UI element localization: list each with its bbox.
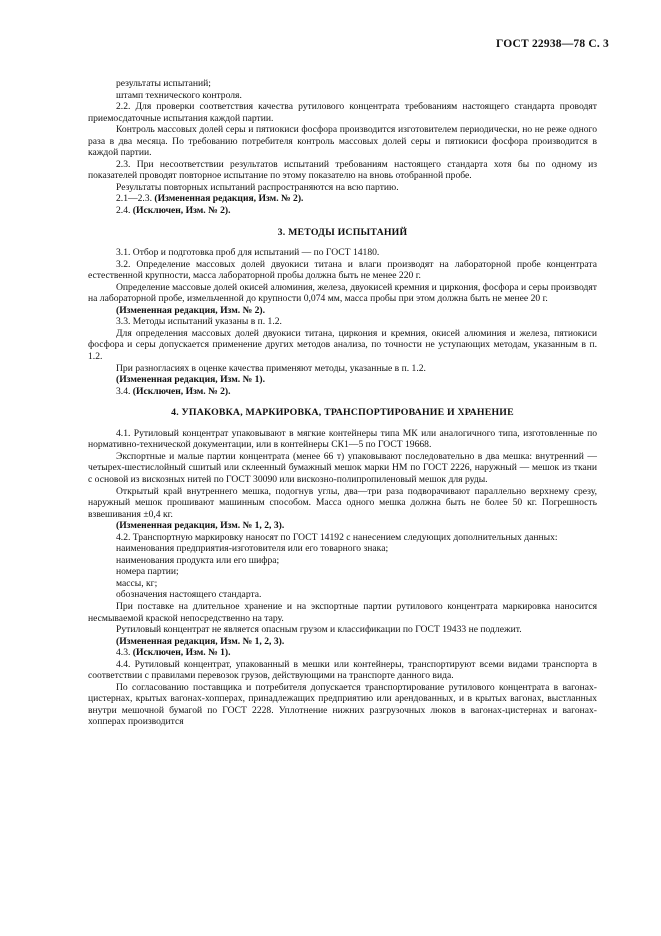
revision-note xyxy=(88,386,597,398)
paragraph: Рутиловый концентрат не является опасным грузом и классификации по ГОСТ 19433 не подлежит. xyxy=(116,624,522,636)
revision-text: (Исключен, Изм. № 2). xyxy=(132,205,231,217)
paragraph: Экспортные и малые партии концентрата (менее 66 т) упаковывают последовательно в два мешка: внутренний — четырех-шестислойный сшитый или склеенный бумажный мешок марки НМ по ГОСТ 2226, наружный — мешок из ткани с основой из вискозных нитей по ГОСТ 30090 или вискозно-полипропиленовый мешок для руды. xyxy=(88,450,597,485)
paragraph: Для определения массовых долей двуокиси титана, циркония и кремния, окисей алюминия и железа, пятиокиси фосфора и серы допускается применение других методов анализа, по точности не уступающих методам, указанным в п. 1.2. xyxy=(88,327,597,363)
paragraph-3-2: 3.2. Определение массовых долей двуокиси титана и влаги производят на лабораторной пробе концентрата естественной крупности, масса лабораторной пробы должна быть не менее 220 г. xyxy=(88,258,597,282)
revision-number: 3.4. xyxy=(116,385,131,397)
list-item: массы, кг; xyxy=(116,577,158,589)
text-line: результаты испытаний; xyxy=(116,78,211,89)
paragraph: По согласованию поставщика и потребителя допускается транспортирование рутилового концентрата в вагонах-цистернах, крытых вагонах-хопперах, принадлежащих предприятию или арендованных, и в крытых вагонах, выстланных внутри мешочной бумагой по ГОСТ 2228. Уплотнение нижних разгрузочных люков в вагонах-цистернах и вагонах-хопперах производится xyxy=(88,681,597,728)
revision-note xyxy=(88,205,597,217)
revision-number: 2.4. xyxy=(116,205,131,217)
paragraph-3-3: 3.3. Методы испытаний указаны в п. 1.2. xyxy=(116,316,282,328)
revision-text: (Измененная редакция, Изм. № 2). xyxy=(154,193,304,205)
paragraph-4-4: 4.4. Рутиловый концентрат, упакованный в мешки или контейнеры, транспортируют всеми видами транспорта в соответствии с правилами перевозок грузов, действующими на транспорте данного вида. xyxy=(88,658,597,682)
revision-text: (Исключен, Изм. № 1). xyxy=(132,647,231,659)
list-item: обозначения настоящего стандарта. xyxy=(116,589,262,601)
paragraph-2-3: 2.3. При несоответствии результатов испытаний требованиям настоящего стандарта хотя бы по одному из показателей проводят повторное испытание по этому показателю на вновь отобранной пробе. xyxy=(88,158,597,182)
paragraph: Открытый край внутреннего мешка, подогнув углы, два—три раза подворачивают параллельно верхнему срезу, наружный мешок прошивают машинным способом. Масса одного мешка должна быть не более 50 кг. Погрешность взвешивания ±0,4 кг. xyxy=(88,485,597,520)
list-item: номера партии; xyxy=(116,566,179,578)
paragraph: При поставке на длительное хранение и на экспортные партии рутилового концентрата маркировка наносится несмываемой краской непосредственно на тару. xyxy=(88,600,597,624)
section-heading-4: 4. УПАКОВКА, МАРКИРОВКА, ТРАНСПОРТИРОВАНИЕ И ХРАНЕНИЕ xyxy=(171,407,514,419)
revision-note xyxy=(88,647,597,659)
paragraph: Контроль массовых долей серы и пятиокиси фосфора производится изготовителем периодически, но не реже одного раза в два месяца. По требованию потребителя контроль массовых долей серы и пятиокиси фосфора производится в каждой партии. xyxy=(88,124,597,159)
paragraph: Определение массовые долей окисей алюминия, железа, двуокисей кремния и циркония, фосфора и серы производят на лабораторной пробе, измельченной до крупности 0,074 мм, масса пробы при этом должна быть не менее 20 г. xyxy=(88,281,597,305)
revision-note xyxy=(88,193,597,205)
paragraph-2-2: 2.2. Для проверки соответствия качества рутилового концентрата требованиям настоящего стандарта проводят приемосдаточные испытания каждой партии. xyxy=(88,101,597,124)
revision-note: (Измененная редакция, Изм. № 1, 2, 3). xyxy=(116,635,285,647)
paragraph-3-1: 3.1. Отбор и подготовка проб для испытаний — по ГОСТ 14180. xyxy=(116,247,380,259)
revision-number: 4.3. xyxy=(116,647,131,659)
document-body xyxy=(88,78,597,728)
paragraph: При разногласиях в оценке качества применяют методы, указанные в п. 1.2. xyxy=(116,362,426,374)
revision-note: (Измененная редакция, Изм. № 1, 2, 3). xyxy=(116,520,285,532)
text-line: штамп технического контроля. xyxy=(116,89,242,101)
list-item: наименования предприятия-изготовителя или его товарного знака; xyxy=(116,543,389,555)
paragraph: Результаты повторных испытаний распространяются на всю партию. xyxy=(116,181,399,193)
page-header: ГОСТ 22938—78 С. 3 xyxy=(496,38,609,50)
revision-note: (Измененная редакция, Изм. № 1). xyxy=(116,374,266,386)
list-item: наименования продукта или его шифра; xyxy=(116,554,280,566)
revision-text: (Исключен, Изм. № 2). xyxy=(132,385,231,397)
section-heading-3: 3. МЕТОДЫ ИСПЫТАНИЙ xyxy=(277,226,408,238)
paragraph-4-1: 4.1. Рутиловый концентрат упаковывают в мягкие контейнеры типа МК или аналогичного типа, изготовленные по нормативно-технической документации, или в контейнеры СК1—5 по ГОСТ 19668. xyxy=(88,427,597,451)
paragraph-4-2: 4.2. Транспортную маркировку наносят по ГОСТ 14192 с нанесением следующих дополнительных данных: xyxy=(116,531,558,543)
revision-number: 2.1—2.3. xyxy=(116,193,152,205)
revision-note: (Измененная редакция, Изм. № 2). xyxy=(116,304,266,316)
